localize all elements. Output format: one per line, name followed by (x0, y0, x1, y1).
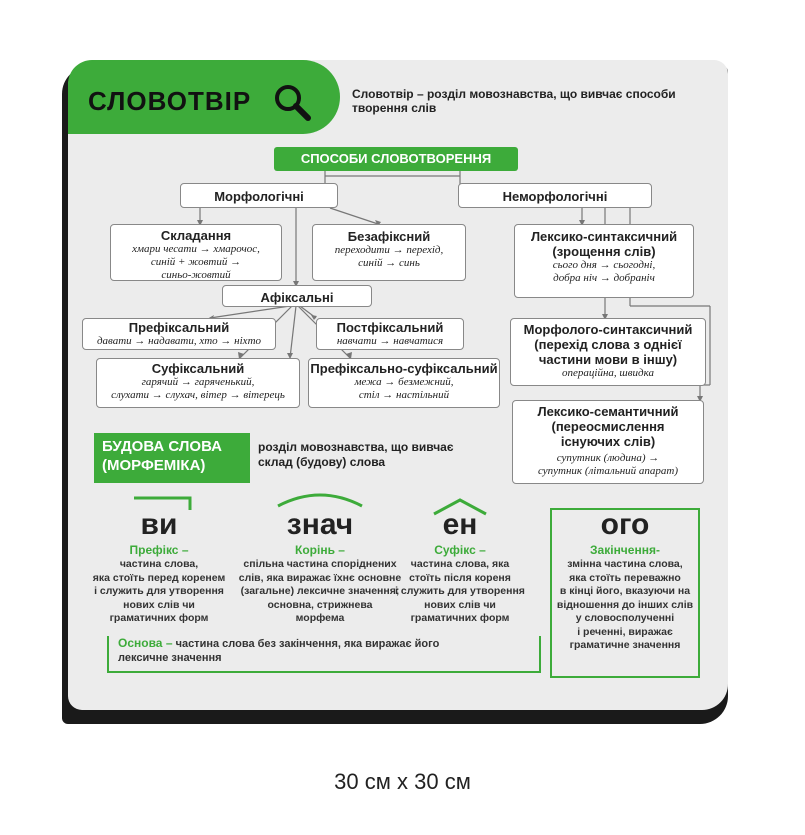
lexico-syntactic-title: Лексико-синтаксичний (530, 229, 678, 244)
suffixal-example: гарячий → гаряченький, (141, 376, 255, 388)
composition-example: хмари чесати → хмарочос, (132, 243, 260, 255)
methods-header: СПОСОБИ СЛОВОТВОРЕННЯ (274, 147, 518, 171)
prefix-suffixal-example: стіл → настільний (358, 389, 450, 401)
basis-line: лексичне значення (118, 652, 222, 664)
ending-desc-line: яка стоїть переважно (569, 571, 681, 584)
basis-text (118, 636, 558, 665)
composition-example: синій + жовтий → (150, 256, 242, 268)
prefixal-example: давати → надавати, хто → ніхто (96, 335, 262, 347)
root-desc-line: спільна частина споріднених (243, 558, 397, 570)
prefix-desc-line: яка стоїть перед коренем (92, 571, 226, 584)
affixless-example: переходити → перехід, (334, 244, 444, 256)
ending-desc-line: в кінці його, вказуючи на (559, 585, 691, 597)
composition-example: синьо-жовтий (161, 269, 231, 281)
prefix-desc-line: частина слова, (119, 558, 199, 570)
affixless-example: синій → синь (358, 257, 420, 269)
prefix-suffixal-example: межа → безмежний, (354, 376, 454, 388)
suffix-desc-line: частина слова, яка (410, 558, 510, 570)
affixless-title: Безафіксний (347, 229, 431, 244)
suffix-part: ен (442, 508, 478, 541)
page-title: СЛОВОТВІР (88, 86, 252, 116)
root-desc-line: (загальне) лексичне значення; (240, 585, 400, 597)
structure-header-line: (МОРФЕМІКА) (102, 457, 206, 474)
root-name: Корінь – (295, 543, 345, 557)
suffix-desc-line: граматичних форм (410, 612, 510, 624)
root-desc-line: морфема (295, 612, 345, 624)
ending-desc-line: і реченні, виражає (577, 625, 673, 638)
suffix-desc-line: нових слів чи (424, 598, 496, 611)
prefixal-title: Префіксальний (128, 320, 230, 335)
lexico-syntactic-example: добра ніч → добраніч (553, 272, 655, 284)
prefix-name: Префікс – (129, 543, 189, 557)
suffix-desc-line: і служить для утворення (395, 585, 525, 597)
affixal-label: Афіксальні (260, 290, 334, 305)
ending-desc-line: відношення до інших слів (556, 598, 694, 611)
lexico-syntactic-example: сього дня → сьогодні, (552, 259, 656, 271)
nonmorphological-label: Неморфологічні (502, 189, 608, 204)
lexico-semantic-example: супутник (людина) → (556, 452, 660, 464)
prefix-desc-line: граматичних форм (109, 612, 209, 624)
lexico-semantic-title: Лексико-семантичний (537, 404, 679, 419)
root-part: знач (286, 508, 354, 541)
basis-line: частина слова без закінчення, яка виражає його (175, 638, 440, 650)
prefix-desc-line: нових слів чи (123, 598, 195, 611)
structure-header-line: БУДОВА СЛОВА (102, 438, 222, 455)
suffix-desc-line: стоїть після кореня (409, 571, 511, 584)
ending-desc-line: змінна частина слова, (567, 558, 683, 570)
suffixal-example: слухати → слухач, вітер → вітерець (111, 389, 285, 401)
prefix-suffixal-title: Префіксально-суфіксальний (310, 361, 498, 376)
postfixal-example: навчати → навчатися (336, 335, 444, 347)
root-desc-line: слів, яка виражає їхнє основне (238, 571, 402, 584)
lexico-semantic-example: супутник (літальний апарат) (537, 465, 679, 477)
lexico-semantic-title: існуючих слів) (560, 434, 656, 449)
morpho-syntactic-example: операційна, швидка (562, 367, 654, 379)
root-desc-line: основна, стрижнева (267, 598, 373, 611)
ending-name: Закінчення- (590, 543, 660, 557)
ending-part: ого (600, 508, 650, 541)
ending-desc-line: у словосполученні (575, 612, 675, 624)
morphological-label: Морфологічні (214, 189, 304, 204)
lexico-syntactic-title: (зрощення слів) (552, 244, 656, 259)
morpho-syntactic-title: (перехід слова з однієї (534, 337, 682, 352)
definition-text: Словотвір – розділ мовознавства, що вивчає способи творення слів (352, 87, 676, 115)
prefix-desc-line: і служить для утворення (94, 585, 224, 597)
suffixal-title: Суфіксальний (151, 361, 245, 376)
composition-title: Складання (160, 228, 232, 243)
morpho-syntactic-title: Морфолого-синтаксичний (523, 322, 693, 337)
suffix-name: Суфікс – (434, 543, 486, 557)
structure-description: розділ мовознавства, що вивчає склад (будову) слова (258, 440, 454, 469)
size-label: 30 см х 30 см (334, 769, 471, 794)
prefix-part: ви (140, 508, 178, 541)
ending-desc-line: граматичне значення (569, 639, 681, 651)
lexico-semantic-title: (переосмислення (551, 419, 665, 434)
postfixal-title: Постфіксальний (336, 320, 444, 335)
basis-label: Основа – (118, 636, 173, 650)
morpho-syntactic-title: частини мови в іншу) (538, 352, 678, 367)
